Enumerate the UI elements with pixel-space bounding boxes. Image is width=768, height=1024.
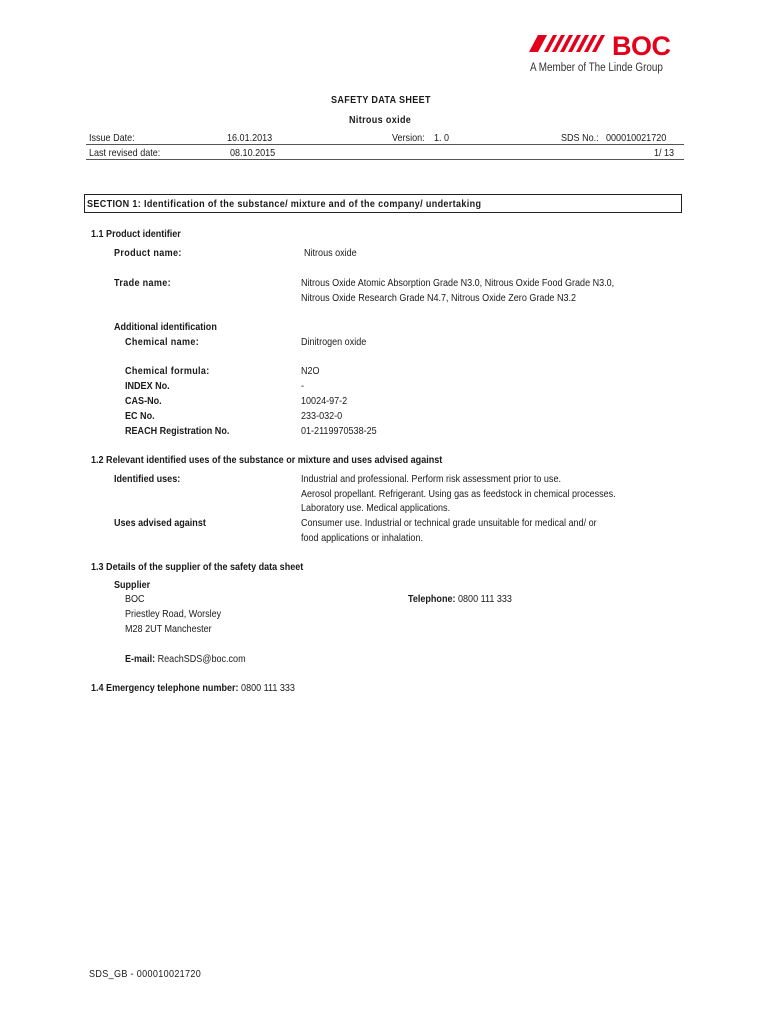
revised-date-value: 08.10.2015 xyxy=(230,147,276,159)
s13-heading: 1.3 Details of the supplier of the safety data sheet xyxy=(91,561,304,573)
trade-name-line1: Nitrous Oxide Atomic Absorption Grade N3.0, Nitrous Oxide Food Grade N3.0, xyxy=(301,277,615,289)
section-1-box xyxy=(84,194,682,213)
identified-uses-label: Identified uses: xyxy=(114,473,181,485)
s12-heading: 1.2 Relevant identified uses of the substance or mixture and uses advised against xyxy=(91,454,443,466)
ec-no-value: 233-032-0 xyxy=(301,410,343,422)
product-name-label: Product name: xyxy=(114,247,182,259)
telephone-label: Telephone: xyxy=(408,593,456,605)
reach-registration-label: REACH Registration No. xyxy=(125,425,230,437)
logo-wordmark: BOC xyxy=(612,31,671,61)
chemical-name-label: Chemical name: xyxy=(125,336,200,348)
email-label: E-mail: xyxy=(125,653,156,665)
chemical-formula-label: Chemical formula: xyxy=(125,365,210,377)
issue-date-label: Issue Date: xyxy=(89,132,135,144)
additional-identification-label: Additional identification xyxy=(114,321,217,333)
reach-registration-value: 01-2119970538-25 xyxy=(301,425,377,437)
section-1-heading: SECTION 1: Identification of the substance/ mixture and of the company/ undertaking xyxy=(87,198,482,210)
logo-tagline: A Member of The Linde Group xyxy=(530,62,663,74)
cas-no-label: CAS-No. xyxy=(125,395,162,407)
identified-uses-line3: Laboratory use. Medical applications. xyxy=(301,502,451,514)
telephone-value: 0800 111 333 xyxy=(458,593,512,605)
index-no-value: - xyxy=(301,380,305,392)
uses-advised-against-label: Uses advised against xyxy=(114,517,206,529)
chemical-name-value: Dinitrogen oxide xyxy=(301,336,367,348)
s14-heading: 1.4 Emergency telephone number: xyxy=(91,682,239,694)
index-no-label: INDEX No. xyxy=(125,380,170,392)
identified-uses-line2: Aerosol propellant. Refrigerant. Using gas as feedstock in chemical processes. xyxy=(301,488,616,500)
page-number: 1/ 13 xyxy=(654,147,675,159)
s11-heading: 1.1 Product identifier xyxy=(91,228,181,240)
uses-advised-against-line2: food applications or inhalation. xyxy=(301,532,423,544)
footer-document-id: SDS_GB - 000010021720 xyxy=(89,968,202,980)
document-title: SAFETY DATA SHEET xyxy=(331,94,431,106)
trade-name-line2: Nitrous Oxide Research Grade N4.7, Nitrous Oxide Zero Grade N3.2 xyxy=(301,292,577,304)
trade-name-label: Trade name: xyxy=(114,277,171,289)
revised-date-label: Last revised date: xyxy=(89,147,161,159)
supplier-address-line1: Priestley Road, Worsley xyxy=(125,608,222,620)
ec-no-label: EC No. xyxy=(125,410,155,422)
sds-number-label: SDS No.: xyxy=(561,132,599,144)
supplier-label: Supplier xyxy=(114,579,151,591)
emergency-line xyxy=(91,681,295,695)
logo-stripes-icon xyxy=(529,30,611,60)
sds-number-value: 000010021720 xyxy=(606,132,667,144)
version-value: 1. 0 xyxy=(434,132,450,144)
cas-no-value: 10024-97-2 xyxy=(301,395,348,407)
product-name-value: Nitrous oxide xyxy=(304,247,357,259)
uses-advised-against-line1: Consumer use. Industrial or technical grade unsuitable for medical and/ or xyxy=(301,517,597,529)
telephone-line xyxy=(408,592,512,606)
boc-logo xyxy=(529,30,689,78)
supplier-name: BOC xyxy=(125,593,145,605)
identified-uses-line1: Industrial and professional. Perform risk assessment prior to use. xyxy=(301,473,561,485)
header-rule-top xyxy=(86,144,684,145)
product-title: Nitrous oxide xyxy=(349,114,412,126)
emergency-number: 0800 111 333 xyxy=(241,682,295,694)
version-label: Version: xyxy=(392,132,425,144)
issue-date-value: 16.01.2013 xyxy=(227,132,273,144)
chemical-formula-value: N2O xyxy=(301,365,320,377)
email-value[interactable]: ReachSDS@boc.com xyxy=(157,653,246,665)
header-rule-bottom xyxy=(86,159,684,160)
supplier-address-line2: M28 2UT Manchester xyxy=(125,623,212,635)
email-line xyxy=(125,652,246,666)
